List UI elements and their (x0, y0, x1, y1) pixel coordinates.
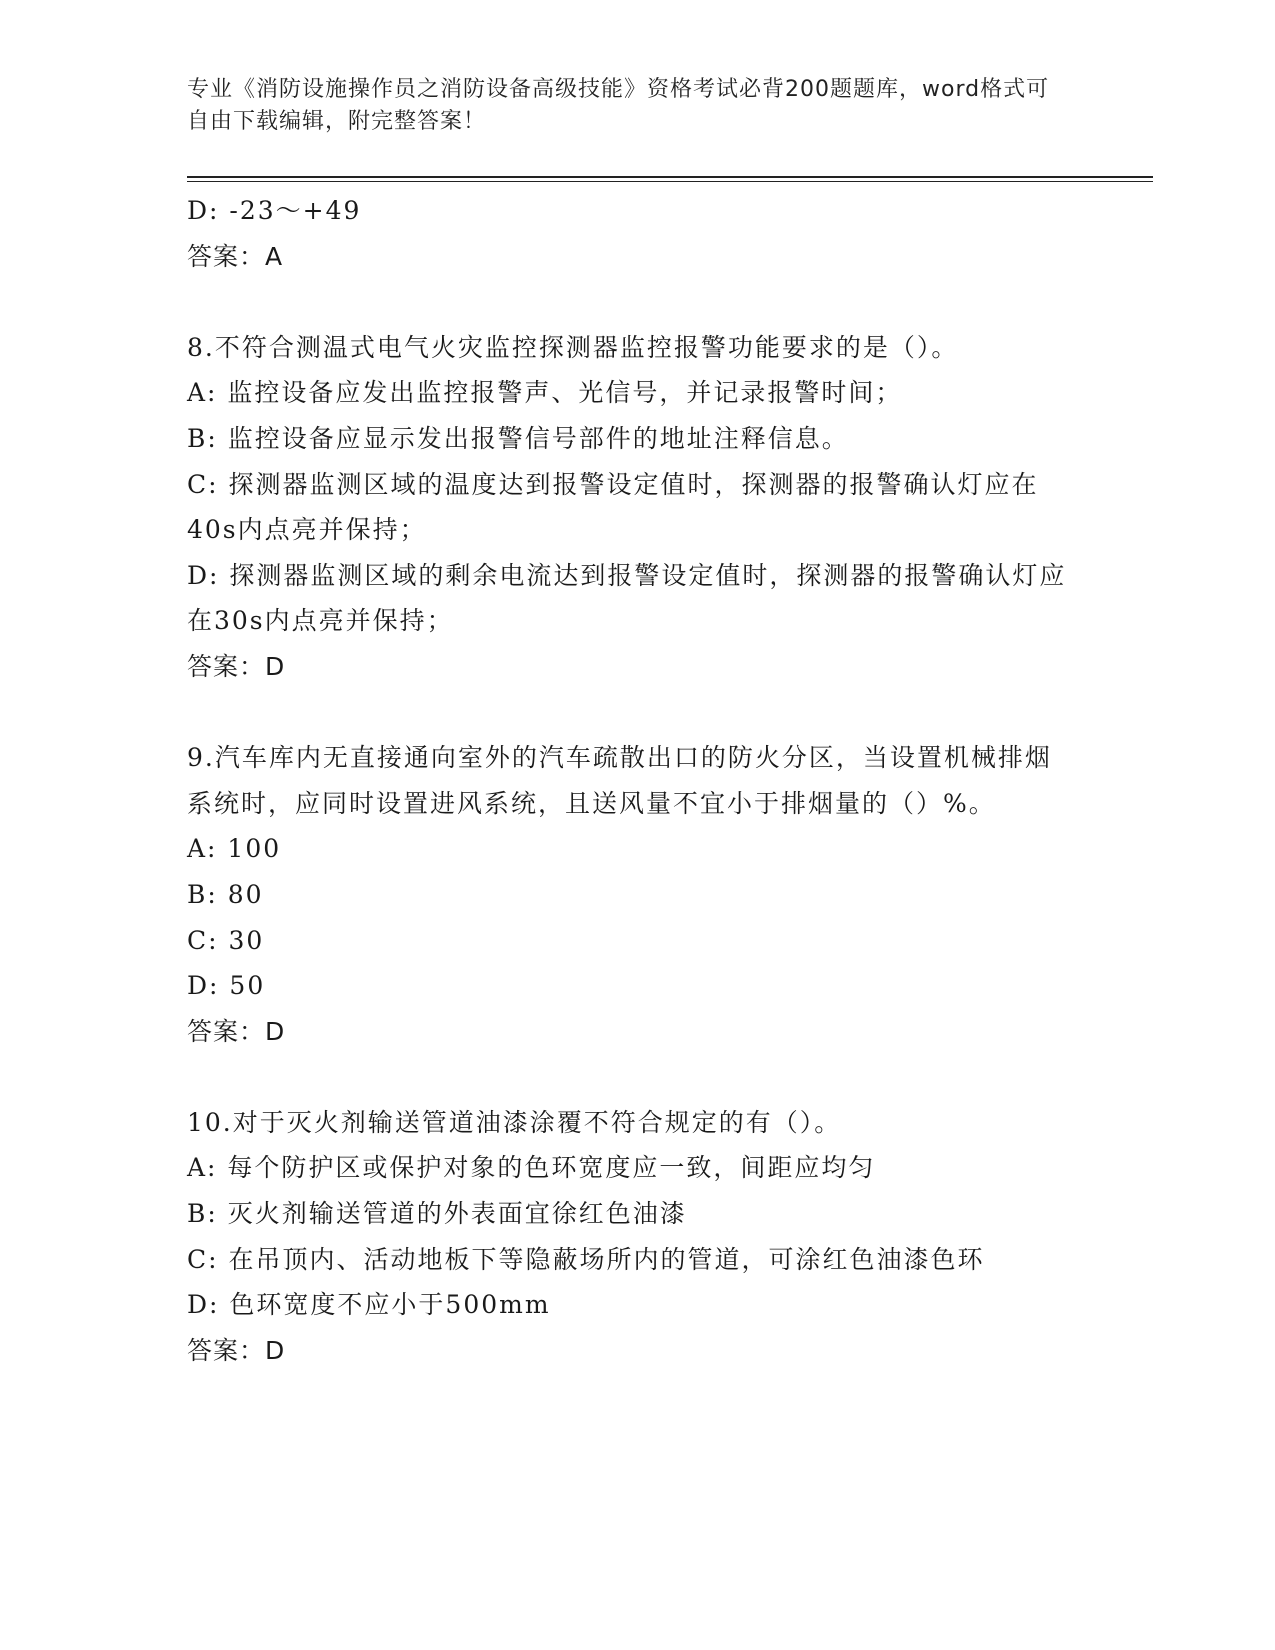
answer: 答案：D (187, 1016, 286, 1046)
question-8 (187, 325, 1077, 690)
option-b: B: 监控设备应显示发出报警信号部件的地址注释信息。 (187, 423, 849, 453)
question-10 (187, 1100, 1077, 1374)
header-rule-thick (187, 176, 1153, 178)
header-rule-thin (187, 181, 1153, 182)
option-b: B: 灭火剂输送管道的外表面宜徐红色油漆 (187, 1199, 687, 1229)
question-stem: 10.对于灭火剂输送管道油漆涂覆不符合规定的有（）。 (187, 1107, 842, 1137)
document-body (187, 188, 1077, 1373)
document-header: 专业《消防设施操作员之消防设备高级技能》资格考试必背200题题库，word格式可自由下载编辑，附完整答案！ (187, 77, 1050, 134)
option-a: A: 100 (187, 834, 282, 864)
question-stem: 8.不符合测温式电气火灾监控探测器监控报警功能要求的是（）。 (187, 332, 959, 362)
option-b: B: 80 (187, 879, 264, 909)
option-c: C: 探测器监测区域的温度达到报警设定值时，探测器的报警确认灯应在40s内点亮并保持； (187, 469, 1039, 545)
option-c: C: 在吊顶内、活动地板下等隐蔽场所内的管道，可涂红色油漆色环 (187, 1244, 985, 1274)
option-d: D: 探测器监测区域的剩余电流达到报警设定值时，探测器的报警确认灯应在30s内点亮并保持； (187, 560, 1067, 636)
question-stem: 9.汽车库内无直接通向室外的汽车疏散出口的防火分区，当设置机械排烟系统时，应同时设置进风系统，且送风量不宜小于排烟量的（）%。 (187, 743, 1052, 818)
option-a: A: 监控设备应发出监控报警声、光信号，并记录报警时间； (187, 378, 903, 408)
option-d: D: 50 (187, 971, 266, 1001)
option-d: D: -23～+49 (187, 196, 362, 225)
option-a: A: 每个防护区或保护对象的色环宽度应一致，间距应均匀 (187, 1153, 876, 1183)
option-c: C: 30 (187, 925, 265, 955)
answer: 答案：D (187, 651, 286, 681)
option-d: D: 色环宽度不应小于500mm (187, 1290, 551, 1320)
answer: 答案：D (187, 1335, 286, 1365)
question-9 (187, 735, 1077, 1054)
answer: 答案：A (187, 241, 284, 271)
